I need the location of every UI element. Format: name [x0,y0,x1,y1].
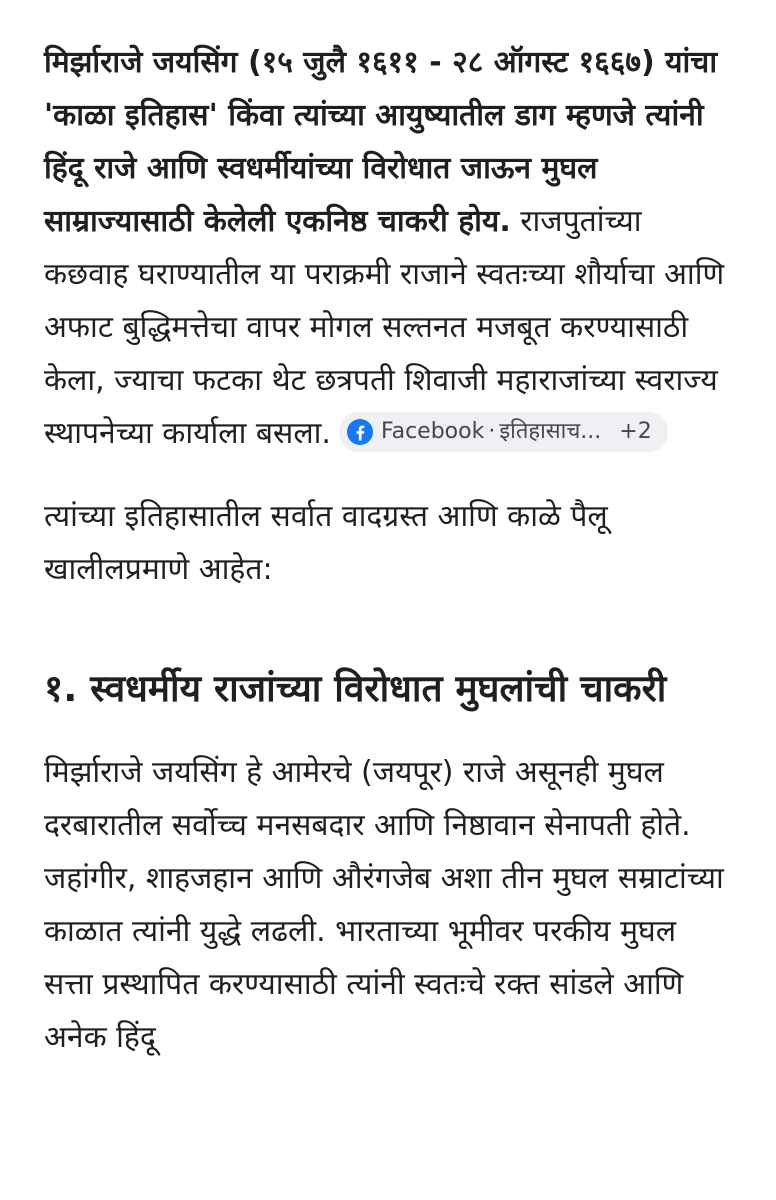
section-1-paragraph: मिर्झाराजे जयसिंग हे आमेरचे (जयपूर) राजे असूनही मुघल दरबारातील सर्वोच्च मनसबदार आणि निष्ठावान सेनापती होते. जहांगीर, शाहजहान आणि औरंगजेब अशा तीन मुघल सम्राटांच्या काळात त्यांनी युद्धे लढली. भारताच्या भूमीवर परकीय मुघल सत्ता प्रस्थापित करण्यासाठी त्यांनी स्वतःचे रक्त सांडले आणि अनेक हिंदू [44,755,724,1055]
source-title: इतिहासाच... [499,418,602,444]
intro-paragraph [44,36,734,460]
facebook-icon [347,419,373,445]
intro-rest-text: राजपुतांच्या कछवाह घराण्यातील या पराक्रमी राजाने स्वतःच्या शौर्याचा आणि अफाट बुद्धिमत्तेचा वापर मोगल सल्तनत मजबूत करण्यासाठी केला, ज्याचा फटका थेट छत्रपती शिवाजी महाराजांच्या स्वराज्य स्थापनेच्या कार्याला बसला. [44,204,725,451]
aspects-intro-paragraph: त्यांच्या इतिहासातील सर्वात वादग्रस्त आणि काळे पैलू खालीलप्रमाणे आहेत: [44,499,608,587]
source-count: +2 [619,418,652,444]
section-heading-1: १. स्वधर्मीय राजांच्या विरोधात मुघलांची चाकरी [44,667,667,710]
source-separator: · [488,418,496,444]
article-content [44,0,734,1064]
intro-bold-text: मिर्झाराजे जयसिंग (१५ जुलै १६११ - २८ ऑगस्ट १६६७) यांचा 'काळा इतिहास' किंवा त्यांच्या आयुष्यातील डाग म्हणजे त्यांनी हिंदू राजे आणि स्वधर्मीयांच्या विरोधात जाऊन मुघल साम्राज्यासाठी केलेली एकनिष्ठ चाकरी होय. [44,45,718,239]
source-chip[interactable] [339,412,668,452]
source-site-name: Facebook [380,418,485,444]
